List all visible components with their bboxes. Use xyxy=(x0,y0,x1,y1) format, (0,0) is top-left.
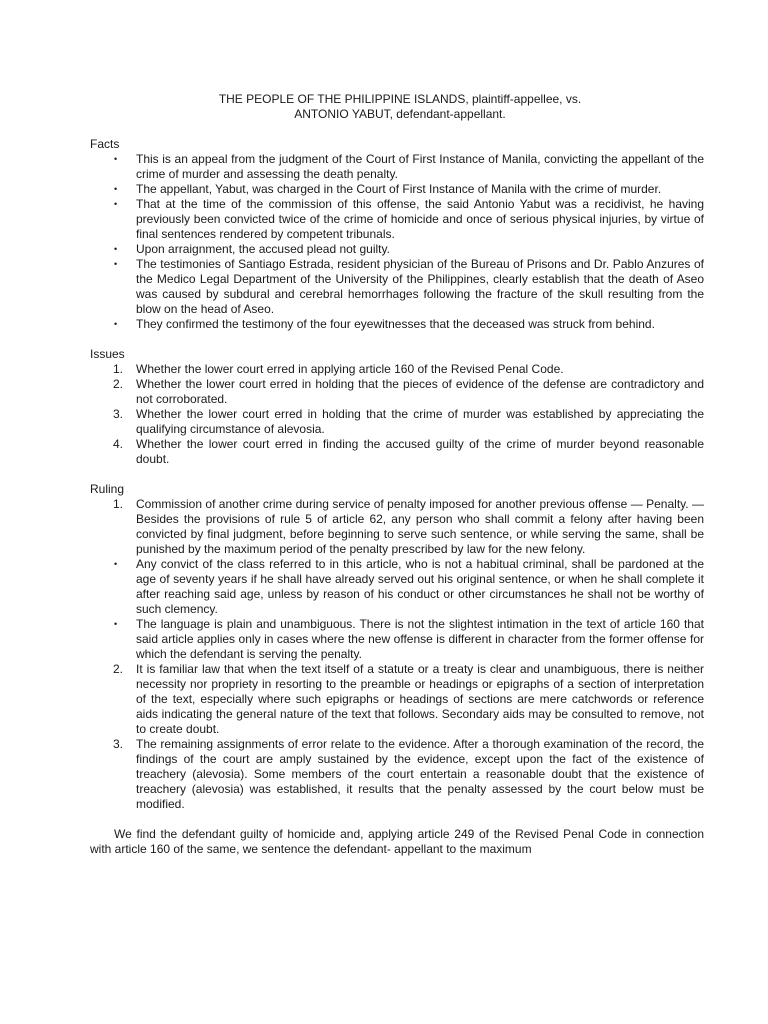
number-marker: 2. xyxy=(113,377,124,391)
issues-item xyxy=(90,407,704,437)
facts-item xyxy=(90,197,704,242)
section-spacer xyxy=(90,812,704,827)
section-spacer xyxy=(90,332,704,347)
ruling-item xyxy=(90,497,704,557)
closing-paragraph: We find the defendant guilty of homicide and, applying article 249 of the Revised Penal Code in connection with article 160 of the same, we sentence the defendant- appellant to the maximum xyxy=(90,827,704,856)
ruling-item xyxy=(90,557,704,617)
ruling-list xyxy=(90,497,704,812)
issues-list xyxy=(90,362,704,467)
bullet-marker: • xyxy=(114,319,118,329)
number-marker: 2. xyxy=(113,662,124,676)
ruling-section xyxy=(90,482,704,812)
ruling-item-text: The language is plain and unambiguous. There is not the slightest intimation in the text of article 160 that said article applies only in cases where the new offense is different in character from the former offense for which the defendant is serving the penalty. xyxy=(136,617,704,661)
facts-item xyxy=(90,182,704,197)
facts-item-text: Upon arraignment, the accused plead not guilty. xyxy=(136,242,390,256)
facts-item-text: This is an appeal from the judgment of the Court of First Instance of Manila, convicting the appellant of the crime of murder and assessing the death penalty. xyxy=(136,152,704,181)
issues-section xyxy=(90,347,704,467)
number-marker: 1. xyxy=(113,497,124,511)
bullet-marker: • xyxy=(114,154,118,164)
case-title xyxy=(90,92,704,122)
number-marker: 1. xyxy=(113,362,124,376)
facts-item xyxy=(90,152,704,182)
case-title-line-2: ANTONIO YABUT, defendant-appellant. xyxy=(294,107,506,121)
issues-item-text: Whether the lower court erred in holding that the pieces of evidence of the defense are contradictory and not corroborated. xyxy=(136,377,704,406)
section-spacer xyxy=(90,467,704,482)
issues-item xyxy=(90,437,704,467)
ruling-item-text: The remaining assignments of error relate to the evidence. After a thorough examination of the record, the findings of the court are amply sustained by the evidence, except upon the fact of the existence of treachery (alevosia). Some members of the court entertain a reasonable doubt that the existence of treachery (alevosia) was established, it results that the penalty assessed by the court below must be modified. xyxy=(136,737,704,811)
facts-item-text: That at the time of the commission of this offense, the said Antonio Yabut was a recidivist, he having previously been convicted twice of the crime of homicide and once of serious physical injuries, by virtue of final sentences rendered by competent tribunals. xyxy=(136,197,704,241)
ruling-heading: Ruling xyxy=(90,482,125,496)
ruling-item xyxy=(90,617,704,662)
facts-item-text: The testimonies of Santiago Estrada, resident physician of the Bureau of Prisons and Dr. Pablo Anzures of the Medico Legal Department of the University of the Philippines, clearly establish that the death of Aseo was caused by subdural and cerebral hemorrhages following the fracture of the skull resulting from the blow on the head of Aseo. xyxy=(136,257,704,316)
facts-item-text: They confirmed the testimony of the four eyewitnesses that the deceased was struck from behind. xyxy=(136,317,655,331)
bullet-marker: • xyxy=(114,559,118,569)
ruling-item-text: It is familiar law that when the text itself of a statute or a treaty is clear and unambiguous, there is neither necessity nor propriety in resorting to the preamble or headings or epigraphs of a section of interpretation of the text, especially where such epigraphs or headings of sections are mere catchwords or reference aids indicating the general nature of the text that follows. Secondary aids may be consulted to remove, not to create doubt. xyxy=(136,662,704,736)
facts-item-text: The appellant, Yabut, was charged in the Court of First Instance of Manila with the crime of murder. xyxy=(136,182,662,196)
issues-item-text: Whether the lower court erred in applying article 160 of the Revised Penal Code. xyxy=(136,362,564,376)
facts-item xyxy=(90,317,704,332)
case-title-line-1: THE PEOPLE OF THE PHILIPPINE ISLANDS, plaintiff-appellee, vs. xyxy=(218,92,582,106)
bullet-marker: • xyxy=(114,244,118,254)
bullet-marker: • xyxy=(114,259,118,269)
ruling-item-text: Any convict of the class referred to in this article, who is not a habitual criminal, shall be pardoned at the age of seventy years if he shall have already served out his original sentence, or when he shall complete it after reaching said age, unless by reason of his conduct or other circumstances he shall not be worthy of such clemency. xyxy=(136,557,704,616)
issues-item xyxy=(90,362,704,377)
facts-list xyxy=(90,152,704,332)
issues-item-text: Whether the lower court erred in holding that the crime of murder was established by appreciating the qualifying circumstance of alevosia. xyxy=(136,407,704,436)
facts-item xyxy=(90,242,704,257)
bullet-marker: • xyxy=(114,199,118,209)
ruling-item xyxy=(90,662,704,737)
bullet-marker: • xyxy=(114,184,118,194)
ruling-item-text: Commission of another crime during service of penalty imposed for another previous offense — Penalty. — Besides the provisions of rule 5 of article 62, any person who shall commit a felony after having been convicted by final judgment, before beginning to serve such sentence, or while serving the same, shall be punished by the maximum period of the penalty prescribed by law for the new felony. xyxy=(136,497,704,556)
number-marker: 3. xyxy=(113,737,124,751)
facts-section xyxy=(90,137,704,332)
bullet-marker: • xyxy=(114,619,118,629)
number-marker: 3. xyxy=(113,407,124,421)
issues-item-text: Whether the lower court erred in finding the accused guilty of the crime of murder beyond reasonable doubt. xyxy=(136,437,704,466)
issues-heading: Issues xyxy=(90,347,125,361)
issues-item xyxy=(90,377,704,407)
ruling-item xyxy=(90,737,704,812)
number-marker: 4. xyxy=(113,437,124,451)
facts-item xyxy=(90,257,704,317)
facts-heading: Facts xyxy=(90,137,120,151)
